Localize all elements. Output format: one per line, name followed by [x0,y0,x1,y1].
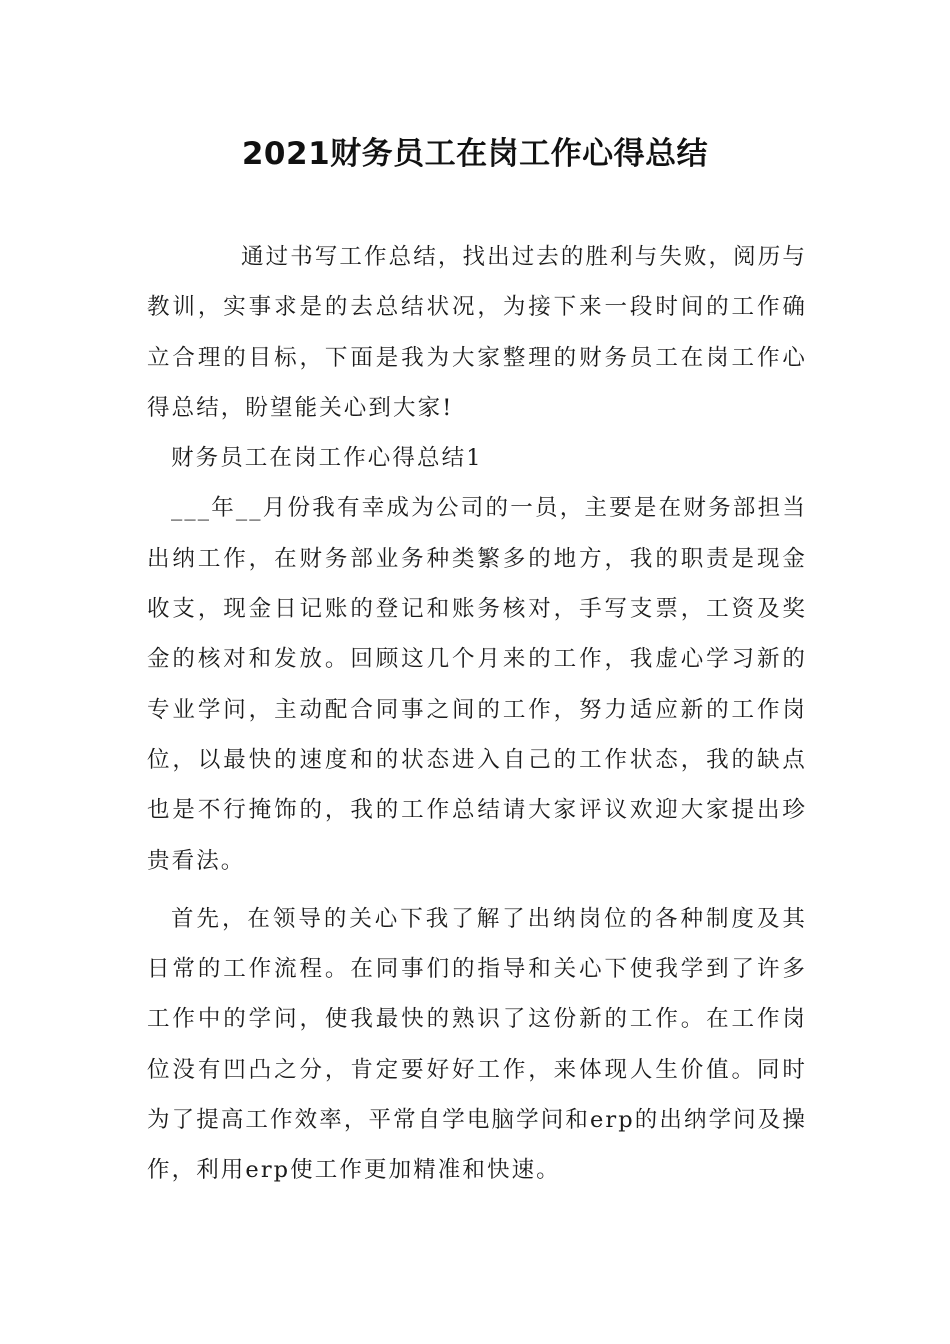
body-paragraph: 首先，在领导的关心下我了解了出纳岗位的各种制度及其日常的工作流程。在同事们的指导和关心下使我学到了许多工作中的学问，使我最快的熟识了这份新的工作。在工作岗位没有凹凸之分，肯定要好好工作，来体现人生价值。同时为了提高工作效率，平常自学电脑学问和erp的出纳学问及操作，利用erp使工作更加精准和快速。 [147,905,807,1184]
body-paragraph: ___年__月份我有幸成为公司的一员，主要是在财务部担当出纳工作，在财务部业务种类繁多的地方，我的职责是现金收支，现金日记账的登记和账务核对，手写支票，工资及奖金的核对和发放。回顾这几个月来的工作，我虚心学习新的专业学问，主动配合同事之间的工作，努力适应新的工作岗位，以最快的速度和的状态进入自己的工作状态，我的缺点也是不行掩饰的，我的工作总结请大家评议欢迎大家提出珍贵看法。 [147,495,807,874]
document-body [147,232,807,1196]
intro-paragraph: 通过书写工作总结，找出过去的胜利与失败，阅历与教训，实事求是的去总结状况，为接下来一段时间的工作确立合理的目标，下面是我为大家整理的财务员工在岗工作心得总结，盼望能关心到大家! [147,244,807,421]
document-title: 2021财务员工在岗工作心得总结 [241,136,709,172]
section-heading: 财务员工在岗工作心得总结1 [171,445,483,472]
